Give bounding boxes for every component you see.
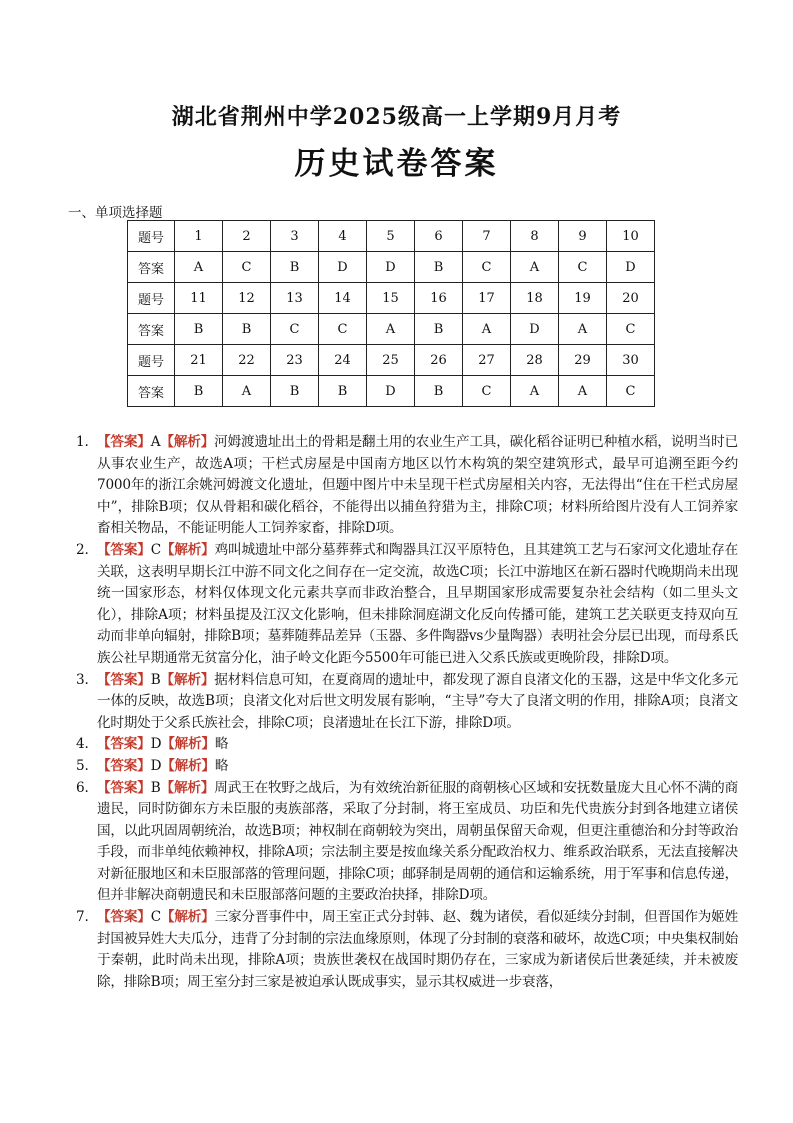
- answer-tag: 【答案】: [97, 671, 151, 688]
- table-cell: D: [367, 252, 415, 283]
- table-cell: A: [559, 376, 607, 407]
- table-cell: 14: [319, 283, 367, 314]
- row-label: 题号: [128, 283, 175, 314]
- table-cell: C: [271, 314, 319, 345]
- item-number: 3.: [76, 671, 89, 688]
- exam-subtitle: 历史试卷答案: [294, 146, 499, 182]
- table-cell: 22: [223, 345, 271, 376]
- answer-letter: D: [150, 757, 162, 774]
- answer-letter: B: [150, 779, 161, 796]
- answer-letter: B: [150, 671, 161, 688]
- table-cell: D: [607, 252, 655, 283]
- answer-key-table: [127, 220, 655, 407]
- table-cell: 10: [607, 221, 655, 252]
- table-cell: 12: [223, 283, 271, 314]
- table-cell: 21: [175, 345, 223, 376]
- answer-tag: 【答案】: [97, 736, 151, 753]
- table-cell: 15: [367, 283, 415, 314]
- table-cell: B: [175, 314, 223, 345]
- table-row: [128, 283, 655, 314]
- analysis-text: 河姆渡遗址出土的骨耜是翻土用的农业生产工具，碳化稻谷证明已种植水稻，说明当时已从事农业生产，故选A项；干栏式房屋是中国南方地区以竹木构筑的架空建筑形式，最早可追溯至距今约7000年的浙江余姚河姆渡文化遗址，但题中图片中未呈现干栏式房屋相关内容，无法得出“住在干栏式房屋中”，排除B项；仅从骨耜和碳化稻谷，不能得出以捕鱼狩猎为主，排除C项；材料所给图片没有人工饲养家畜相关物品，不能证明能人工饲养家畜，排除D项。: [97, 434, 738, 537]
- table-cell: 17: [463, 283, 511, 314]
- table-cell: C: [319, 314, 367, 345]
- table-row: [128, 376, 655, 407]
- analysis-tag: 【解析】: [160, 671, 215, 688]
- table-cell: 26: [415, 345, 463, 376]
- row-label: 题号: [128, 345, 175, 376]
- row-label: 答案: [128, 252, 175, 283]
- answer-letter: C: [150, 541, 161, 558]
- table-cell: D: [511, 314, 559, 345]
- table-cell: C: [607, 376, 655, 407]
- table-cell: 7: [463, 221, 511, 252]
- table-cell: D: [319, 252, 367, 283]
- analysis-text: 周武王在牧野之战后，为有效统治新征服的商朝核心区域和安抚数量庞大且心怀不满的商遗民，同时防御东方未臣服的夷族部落，采取了分封制，将王室成员、功臣和先代贵族分封到各地建立诸侯国，以此巩固周朝统治，故选B项；神权制在商朝较为突出，周朝虽保留天命观，但更注重德治和分封等政治手段，而非单纯依赖神权，排除A项；宗法制主要是按血缘关系分配政治权力、维系政治联系，无法直接解决对新征服地区和未臣服部落的管理问题，排除C项；邮驿制是周朝的通信和运输系统，用于军事和信息传递，但并非解决商朝遗民和未臣服部落问题的主要政治抉择，排除D项。: [97, 779, 738, 904]
- list-item: [76, 778, 738, 908]
- table-cell: C: [223, 252, 271, 283]
- table-cell: D: [367, 376, 415, 407]
- table-row: [128, 345, 655, 376]
- table-cell: A: [367, 314, 415, 345]
- table-cell: B: [271, 252, 319, 283]
- list-item: [76, 734, 738, 756]
- analysis-tag: 【解析】: [160, 434, 215, 450]
- analysis-tag: 【解析】: [161, 736, 215, 753]
- table-cell: B: [271, 376, 319, 407]
- item-number: 7.: [76, 909, 89, 926]
- table-cell: 25: [367, 345, 415, 376]
- table-cell: 27: [463, 345, 511, 376]
- table-row: [128, 221, 655, 252]
- table-cell: C: [463, 252, 511, 283]
- table-cell: C: [463, 376, 511, 407]
- answer-tag: 【答案】: [97, 757, 151, 774]
- analysis-tag: 【解析】: [160, 779, 215, 796]
- row-label: 答案: [128, 314, 175, 345]
- analysis-text: 略: [214, 736, 229, 753]
- table-cell: 29: [559, 345, 607, 376]
- table-row: [128, 252, 655, 283]
- table-cell: 23: [271, 345, 319, 376]
- item-number: 6.: [76, 779, 89, 796]
- table-cell: C: [559, 252, 607, 283]
- analysis-text: 略: [214, 757, 229, 774]
- table-cell: B: [223, 314, 271, 345]
- item-number: 2.: [76, 541, 89, 558]
- list-item: [76, 907, 738, 993]
- table-cell: A: [463, 314, 511, 345]
- table-cell: 2: [223, 221, 271, 252]
- explanations-list: [76, 432, 738, 993]
- item-number: 4.: [76, 736, 89, 753]
- table-cell: 19: [559, 283, 607, 314]
- answer-letter: C: [150, 909, 161, 926]
- list-item: [76, 432, 738, 540]
- analysis-text: 三家分晋事件中，周王室正式分封韩、赵、魏为诸侯，看似延续分封制，但晋国作为姬姓封国被异姓大夫瓜分，违背了分封制的宗法血缘原则，体现了分封制的衰落和破坏，故选C项；中央集权制始于秦朝，此时尚未出现，排除A项；贵族世袭权在战国时期仍存在，三家成为新诸侯后世袭延续，并未被废除，排除B项；周王室分封三家是被迫承认既成事实，显示其权威进一步衰落，: [97, 909, 738, 990]
- exam-title: 湖北省荆州中学2025级高一上学期9月月考: [171, 104, 622, 130]
- table-cell: 24: [319, 345, 367, 376]
- table-cell: B: [175, 376, 223, 407]
- table-cell: C: [607, 314, 655, 345]
- table-cell: B: [319, 376, 367, 407]
- answer-tag: 【答案】: [97, 434, 151, 450]
- list-item: [76, 756, 738, 778]
- table-cell: 20: [607, 283, 655, 314]
- table-cell: A: [223, 376, 271, 407]
- table-cell: 6: [415, 221, 463, 252]
- table-cell: 9: [559, 221, 607, 252]
- table-cell: 11: [175, 283, 223, 314]
- table-row: [128, 314, 655, 345]
- table-cell: 18: [511, 283, 559, 314]
- item-number: 5.: [76, 757, 89, 774]
- table-cell: 30: [607, 345, 655, 376]
- analysis-tag: 【解析】: [161, 757, 215, 774]
- table-cell: 16: [415, 283, 463, 314]
- table-cell: 13: [271, 283, 319, 314]
- list-item: [76, 670, 738, 735]
- table-cell: 8: [511, 221, 559, 252]
- row-label: 题号: [128, 221, 175, 252]
- analysis-tag: 【解析】: [160, 541, 215, 558]
- analysis-text: 鸡叫城遗址中部分墓葬葬式和陶器具江汉平原特色，且其建筑工艺与石家河文化遗址存在关联，这表明早期长江中游不同文化之间存在一定交流，故选C项；长江中游地区在新石器时代晚期尚未出现统一国家形态，材料仅体现文化元素共享而非政治整合，且早期国家形成需要复杂社会结构（如二里头文化），排除A项；材料虽提及江汉文化影响，但未排除洞庭湖文化反向传播可能，建筑工艺关联更支持双向互动而非单向辐射，排除B项；墓葬随葬品差异（玉器、多件陶器vs少量陶器）表明社会分层已出现，而母系氏族公社早期通常无贫富分化，油子岭文化距今5500年可能已进入父系氏族或更晚阶段，排除D项。: [97, 541, 738, 666]
- table-cell: A: [559, 314, 607, 345]
- table-cell: 3: [271, 221, 319, 252]
- table-cell: A: [175, 252, 223, 283]
- table-cell: 4: [319, 221, 367, 252]
- row-label: 答案: [128, 376, 175, 407]
- section-title: 一、单项选择题: [68, 205, 163, 221]
- table-cell: 1: [175, 221, 223, 252]
- answer-tag: 【答案】: [97, 909, 151, 926]
- table-cell: A: [511, 376, 559, 407]
- answer-letter: A: [150, 434, 161, 450]
- analysis-tag: 【解析】: [160, 909, 215, 926]
- table-cell: B: [415, 376, 463, 407]
- answer-tag: 【答案】: [97, 541, 151, 558]
- item-number: 1.: [76, 434, 89, 450]
- table-cell: 28: [511, 345, 559, 376]
- list-item: [76, 540, 738, 670]
- table-cell: B: [415, 252, 463, 283]
- answer-tag: 【答案】: [97, 779, 151, 796]
- table-cell: B: [415, 314, 463, 345]
- table-cell: 5: [367, 221, 415, 252]
- analysis-text: 据材料信息可知，在夏商周的遗址中，都发现了源自良渚文化的玉器，这是中华文化多元一体的反映，故选B项；良渚文化对后世文明发展有影响，“主导”夸大了良渚文明的作用，排除A项；良渚文化时期处于父系氏族社会，排除C项；良渚遗址在长江下游，排除D项。: [97, 671, 738, 731]
- answer-letter: D: [150, 736, 162, 753]
- table-cell: A: [511, 252, 559, 283]
